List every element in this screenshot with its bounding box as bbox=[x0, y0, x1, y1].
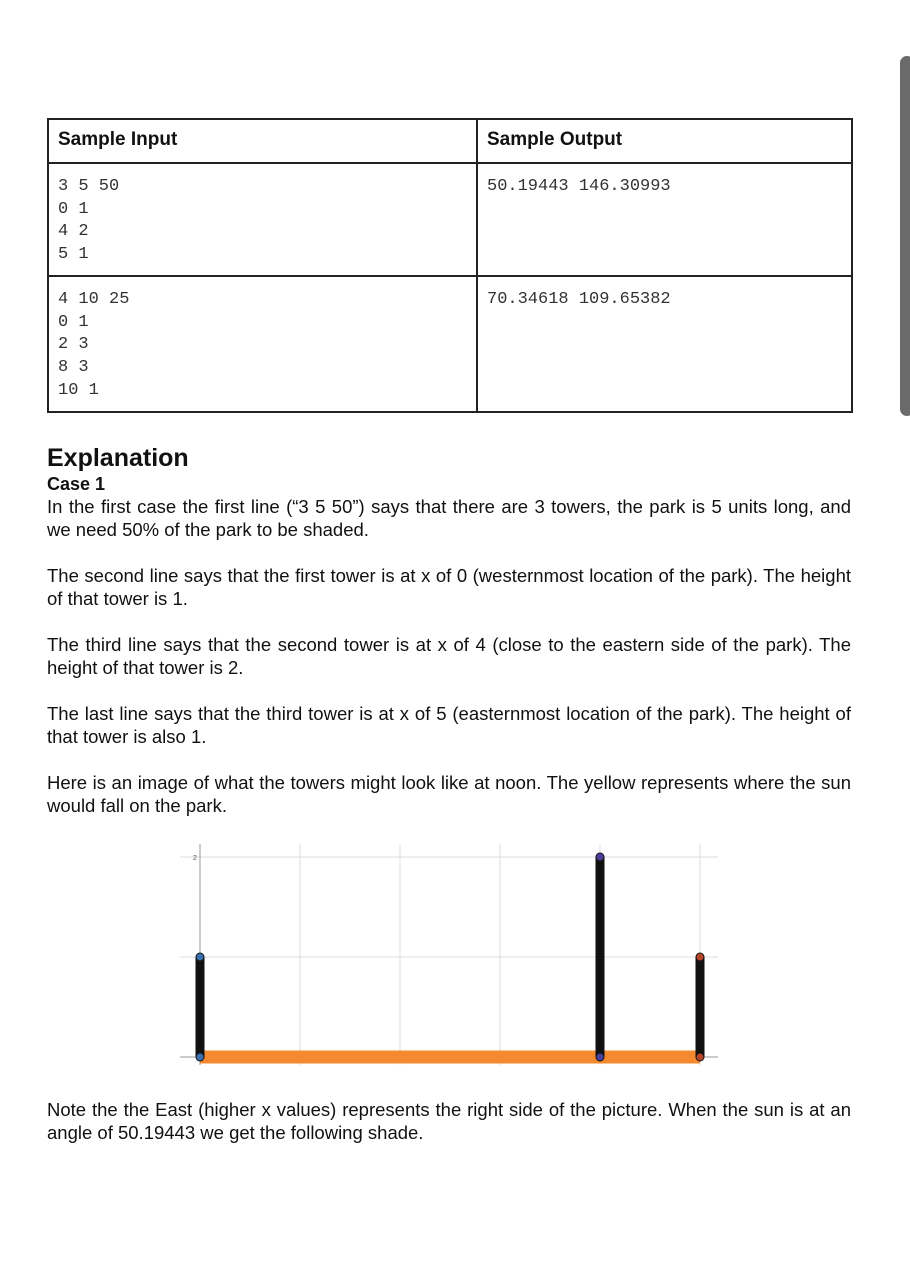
sample-table bbox=[47, 118, 853, 413]
sample-output-cell: 70.34618 109.65382 bbox=[477, 276, 852, 412]
note-paragraph: Note the the East (higher x values) represents the right side of the picture. When the sun is at an angle of 50.19443 we get the following shade. bbox=[47, 1099, 851, 1143]
tower-top-point bbox=[197, 954, 204, 961]
input-line: 3 5 50 bbox=[58, 177, 120, 196]
input-line: 5 1 bbox=[58, 245, 89, 265]
explanation-title: Explanation bbox=[47, 444, 189, 472]
grid bbox=[180, 844, 718, 1065]
input-line: 10 1 bbox=[58, 380, 99, 400]
table-row bbox=[48, 276, 852, 412]
tower-top-point bbox=[697, 954, 704, 961]
tower-base-point bbox=[697, 1054, 704, 1061]
scrollbar[interactable] bbox=[900, 56, 910, 416]
sample-input-cell bbox=[48, 163, 477, 276]
input-line: 8 3 bbox=[58, 357, 89, 377]
sample-input-header: Sample Input bbox=[48, 119, 477, 163]
tower-base-point bbox=[597, 1054, 604, 1061]
tower-top-point bbox=[597, 854, 604, 861]
paragraph: The last line says that the third tower is at x of 5 (easternmost location of the park). The height of that tower is also 1. bbox=[47, 703, 851, 747]
input-line: 0 1 bbox=[58, 199, 89, 219]
input-line: 4 10 25 bbox=[58, 289, 130, 309]
case-title: Case 1 bbox=[47, 474, 106, 494]
input-line: 0 1 bbox=[58, 312, 89, 332]
paragraph: In the first case the first line (“3 5 50”) says that there are 3 towers, the park is 5 units long, and we need 50% of the park to be shaded. bbox=[47, 496, 851, 540]
sample-input-cell bbox=[48, 276, 477, 412]
table-row bbox=[48, 163, 852, 276]
sample-output-header: Sample Output bbox=[477, 119, 852, 163]
paragraph: The second line says that the first tower is at x of 0 (westernmost location of the park). The height of that tower is 1. bbox=[47, 565, 851, 609]
input-line: 4 2 bbox=[58, 222, 89, 242]
tower-base-point bbox=[197, 1054, 204, 1061]
tower-figure bbox=[175, 840, 725, 1080]
paragraph: Here is an image of what the towers might look like at noon. The yellow represents where the sun would fall on the park. bbox=[47, 772, 851, 816]
table-header-row bbox=[48, 119, 852, 163]
explanation-section bbox=[47, 443, 851, 840]
y-tick-label: 2 bbox=[193, 855, 197, 862]
paragraph: The third line says that the second tower is at x of 4 (close to the eastern side of the park). The height of that tower is 2. bbox=[47, 634, 851, 678]
sample-output-cell: 50.19443 146.30993 bbox=[477, 163, 852, 276]
input-line: 2 3 bbox=[58, 335, 89, 355]
